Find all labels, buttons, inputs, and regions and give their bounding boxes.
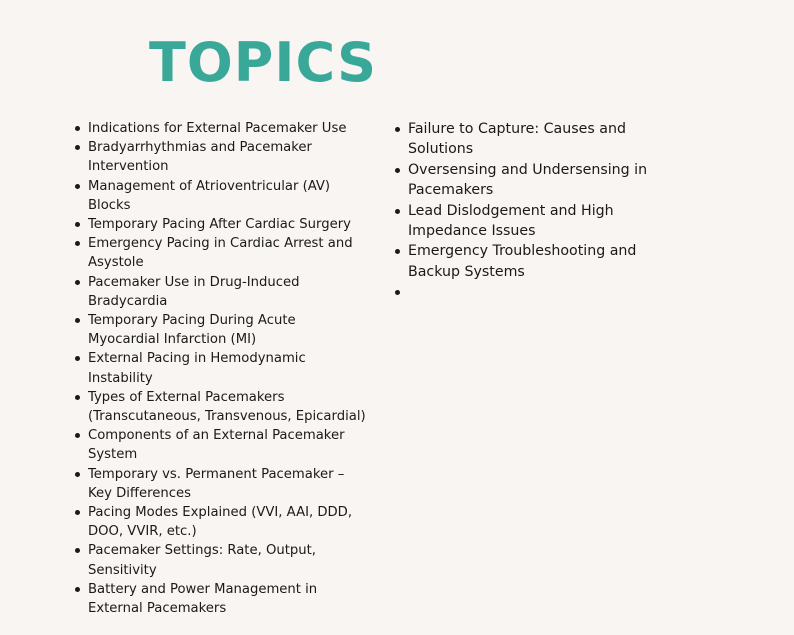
page-title: TOPICS [149,31,377,94]
list-item: Temporary Pacing After Cardiac Surgery [70,215,370,234]
list-item: External Pacing in Hemodynamic Instability [70,349,370,387]
list-item: Bradyarrhythmias and Pacemaker Intervention [70,138,370,176]
list-item: Lead Dislodgement and High Impedance Issues [390,201,680,242]
empty-list-item [390,282,680,302]
topics-list-left [70,119,370,618]
topics-list-right [390,119,680,303]
list-item: Management of Atrioventricular (AV) Blocks [70,177,370,215]
list-item: Oversensing and Undersensing in Pacemakers [390,160,680,201]
list-item: Temporary vs. Permanent Pacemaker – Key Differences [70,465,370,503]
list-item: Emergency Pacing in Cardiac Arrest and Asystole [70,234,370,272]
list-item: Pacemaker Use in Drug-Induced Bradycardia [70,273,370,311]
list-item: Emergency Troubleshooting and Backup Systems [390,241,680,282]
list-item: Pacemaker Settings: Rate, Output, Sensitivity [70,541,370,579]
list-item: Pacing Modes Explained (VVI, AAI, DDD, DOO, VVIR, etc.) [70,503,370,541]
list-item: Failure to Capture: Causes and Solutions [390,119,680,160]
list-item: Types of External Pacemakers (Transcutaneous, Transvenous, Epicardial) [70,388,370,426]
list-item: Indications for External Pacemaker Use [70,119,370,138]
list-item: Battery and Power Management in External Pacemakers [70,580,370,618]
list-item: Components of an External Pacemaker System [70,426,370,464]
list-item: Temporary Pacing During Acute Myocardial Infarction (MI) [70,311,370,349]
